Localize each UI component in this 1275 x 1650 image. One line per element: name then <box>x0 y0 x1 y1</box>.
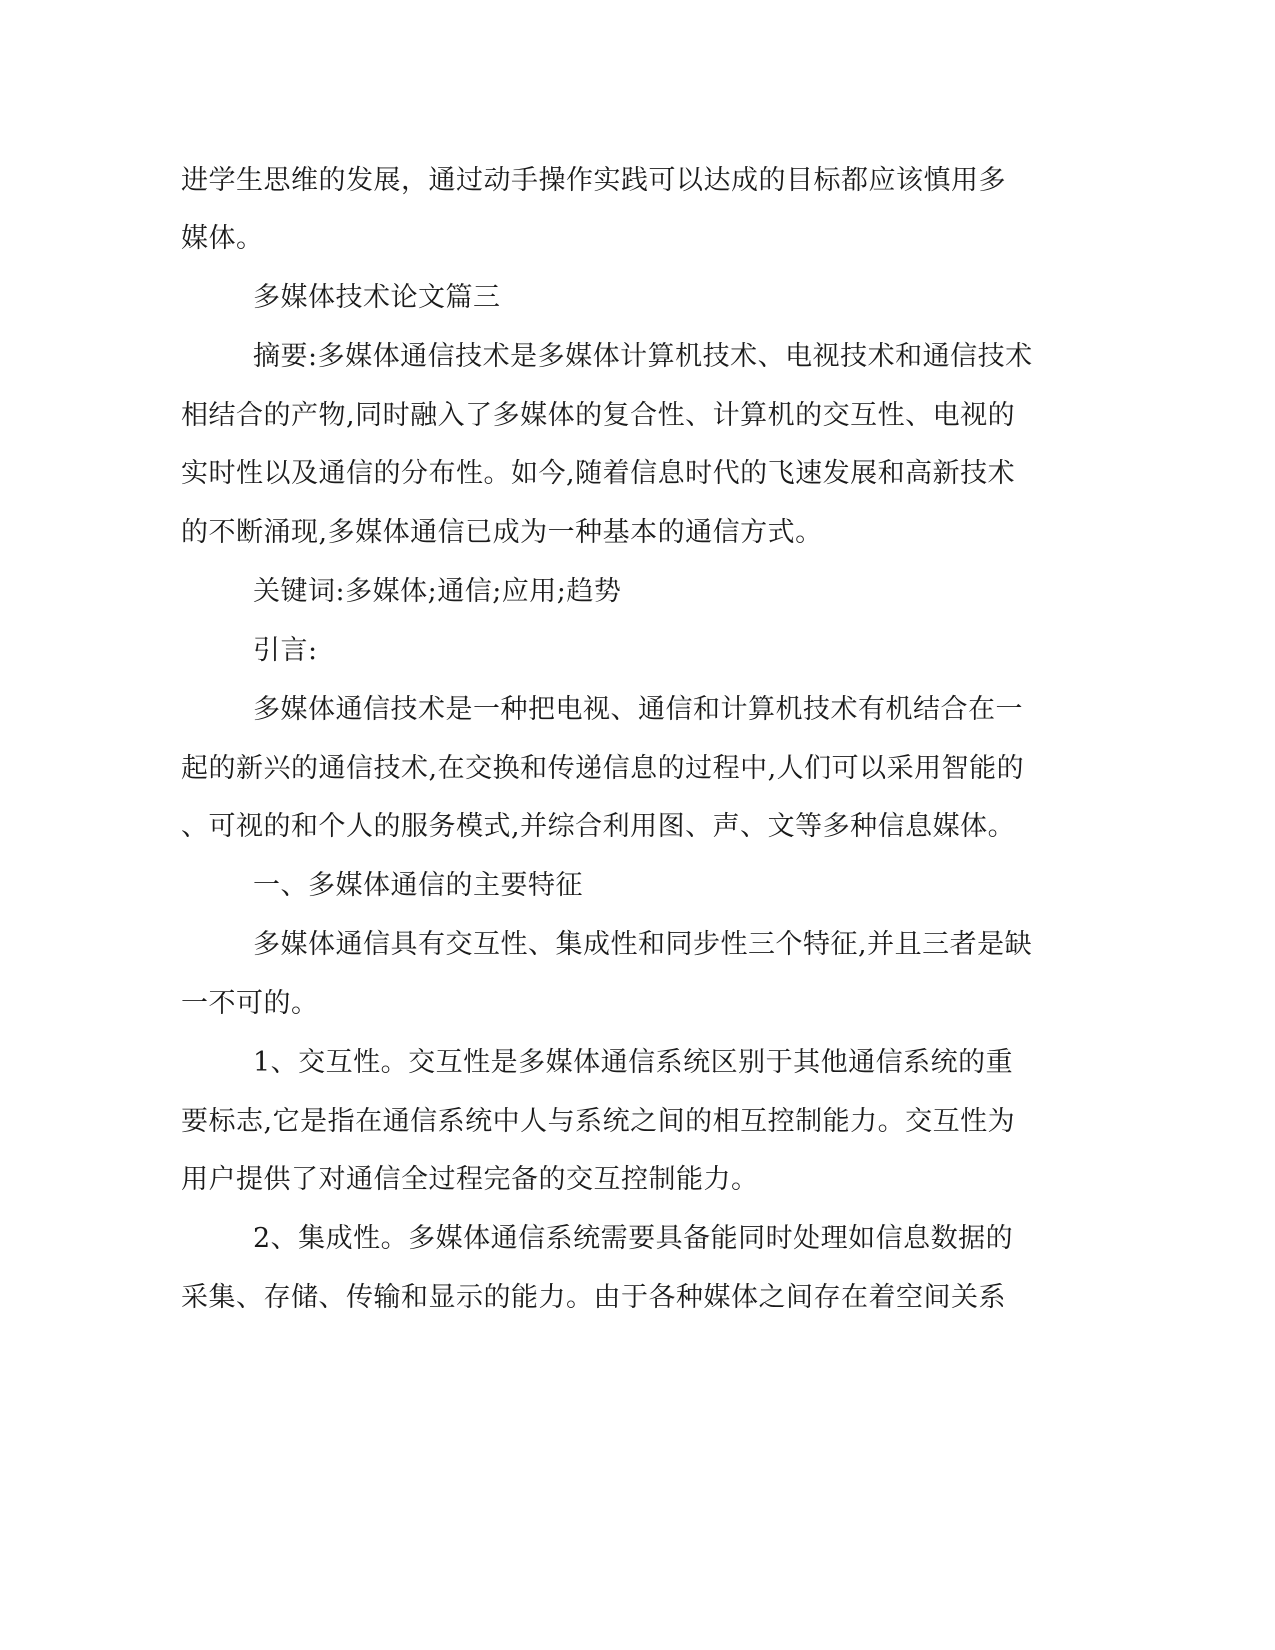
keywords-line: 关键词:多媒体;通信;应用;趋势 <box>253 576 622 607</box>
paragraph-line: 起的新兴的通信技术,在交换和传递信息的过程中,人们可以采用智能的 <box>181 753 1025 784</box>
abstract-line: 实时性以及通信的分布性。如今,随着信息时代的飞速发展和高新技术 <box>181 458 1016 489</box>
paragraph-line: 媒体。 <box>181 223 264 254</box>
abstract-line: 摘要:多媒体通信技术是多媒体计算机技术、电视技术和通信技术 <box>253 341 1033 372</box>
paragraph-line: 多媒体通信技术是一种把电视、通信和计算机技术有机结合在一 <box>253 694 1023 725</box>
paragraph-line: 要标志,它是指在通信系统中人与系统之间的相互控制能力。交互性为 <box>181 1106 1016 1137</box>
paragraph-line: 进学生思维的发展，通过动手操作实践可以达成的目标都应该慎用多 <box>181 165 1006 196</box>
paragraph-line: 2、集成性。多媒体通信系统需要具备能同时处理如信息数据的 <box>253 1223 1014 1254</box>
abstract-line: 相结合的产物,同时融入了多媒体的复合性、计算机的交互性、电视的 <box>181 400 1016 431</box>
paragraph-line: 多媒体通信具有交互性、集成性和同步性三个特征,并且三者是缺 <box>253 929 1033 960</box>
intro-heading: 引言: <box>253 635 318 666</box>
abstract-line: 的不断涌现,多媒体通信已成为一种基本的通信方式。 <box>181 517 823 548</box>
paragraph-line: 一不可的。 <box>181 988 319 1019</box>
paragraph-line: 1、交互性。交互性是多媒体通信系统区别于其他通信系统的重 <box>253 1047 1014 1078</box>
section-heading: 多媒体技术论文篇三 <box>253 282 501 313</box>
paragraph-line: 、可视的和个人的服务模式,并综合利用图、声、文等多种信息媒体。 <box>181 811 1016 842</box>
paragraph-line: 采集、存储、传输和显示的能力。由于各种媒体之间存在着空间关系 <box>181 1282 1006 1313</box>
subsection-heading: 一、多媒体通信的主要特征 <box>253 870 583 901</box>
paragraph-line: 用户提供了对通信全过程完备的交互控制能力。 <box>181 1164 759 1195</box>
